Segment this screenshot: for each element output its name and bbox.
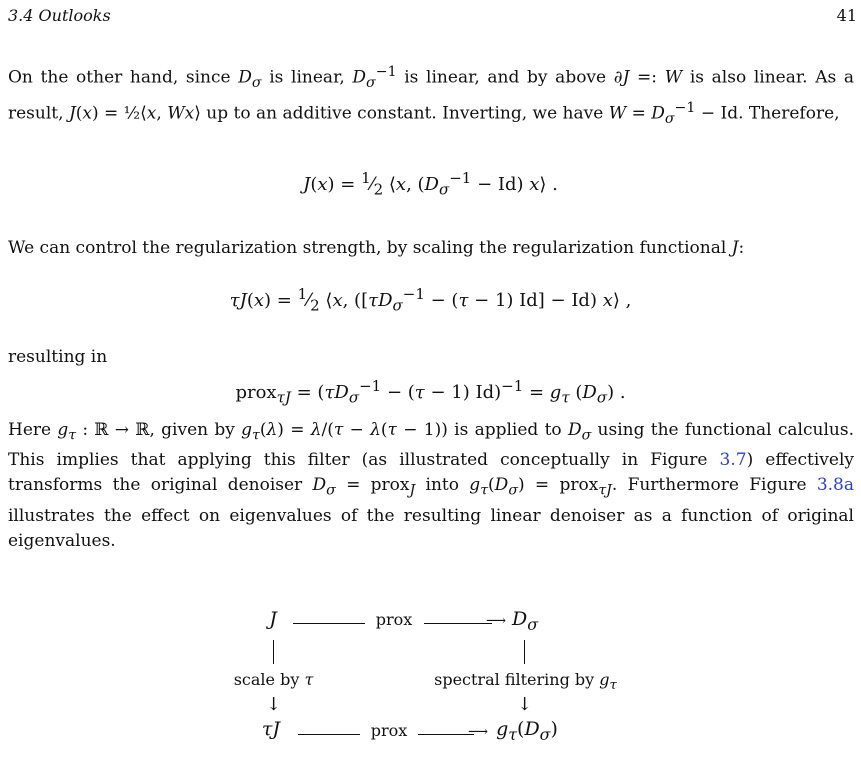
equation-3: prox$_{\tau J}$ = $(\tau D_\sigma^{-1} - (\tau - 1) Id)^{-1} = g_\tau$ $(D_\sigma)$ . — [235, 377, 626, 407]
top-arrow-line-right — [424, 623, 492, 624]
paragraph-2: We can control the regularization strength, by scaling the regularization functional J: — [8, 238, 745, 258]
down-arrow-icon: ↓ — [266, 694, 282, 715]
right-arrow-label: spectral filtering by $g_\tau$ — [434, 670, 617, 694]
top-arrow-label: prox — [375, 610, 413, 629]
down-arrow-icon: ↓ — [517, 694, 533, 715]
equation-1: $J(x) = ^1⁄_2$ ⟨x, $(D_\sigma^{-1} - Id)$ x⟩ . — [303, 169, 558, 199]
node-g-tau-D-sigma: $g_\tau(D_\sigma)$ — [496, 718, 558, 744]
right-arrow-line — [524, 640, 525, 664]
node-tau-J: τJ — [261, 718, 281, 740]
node-D-sigma: $D_\sigma$ — [511, 608, 539, 634]
paragraph-1: On the other hand, since $D_\sigma$ is linear, $D_\sigma^{-1}$ is linear, and by above ∂J =: W is also linear. As a result, J(x) = ½⟨x, Wx⟩ up to an additive constant. Inverting, we have $W = D_\sigma^{-1} - Id$. Therefore, — [8, 64, 854, 128]
running-title: 3.4 Outlooks — [8, 6, 111, 25]
bottom-arrow-label: prox — [370, 721, 408, 740]
bottom-arrow-line-right — [418, 734, 474, 735]
arrow-head-icon: ⟶ — [486, 613, 507, 629]
top-arrow-line-left — [293, 623, 365, 624]
bottom-arrow-line-left — [298, 734, 360, 735]
equation-2: $\tau J(x) = ^1⁄_2$ ⟨x, $([\tau D_\sigma^{-1} - (\tau - 1) Id] - Id)$ x⟩ , — [229, 285, 632, 315]
figure-ref-3-8a[interactable]: 3.8a — [816, 475, 854, 496]
node-J: J — [269, 608, 277, 630]
left-arrow-line — [273, 640, 274, 664]
arrow-head-icon: ⟶ — [468, 724, 489, 740]
paragraph-4: Here $g_\tau$ : ℝ → ℝ, given by $g_\tau(\lambda) = \lambda/(\tau - \lambda(\tau - 1))$ is applied to $D_\sigma$ using the functional calculus. This implies that applying this filter (as illustrated conceptually in Figure 3.7) effectively transforms the original denoiser $D_\sigma$ = prox$_J$ into $g_\tau(D_\sigma)$ = prox$_{\tau J}$. Furthermore Figure 3.8a illustrates the effect on eigenvalues of the resulting linear denoiser as a function of original eigenvalues. — [8, 420, 854, 551]
left-arrow-label: scale by τ — [233, 670, 314, 689]
page-number: 41 — [836, 6, 857, 25]
paragraph-3: resulting in — [8, 347, 108, 367]
figure-ref-3-7[interactable]: 3.7 — [719, 450, 747, 471]
